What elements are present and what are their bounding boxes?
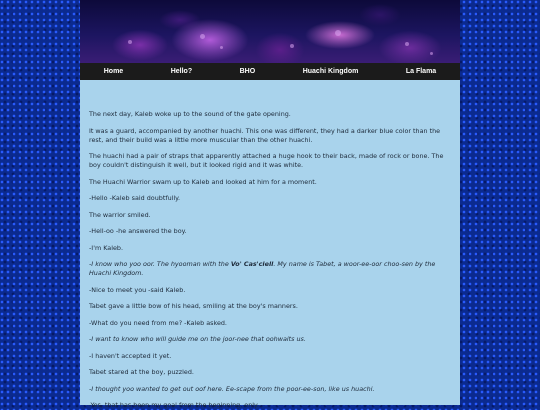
story-paragraph: Tabet gave a little bow of his head, smiling at the boy's manners. xyxy=(89,302,298,310)
nav-bho[interactable]: BHO xyxy=(239,68,256,75)
story-paragraph xyxy=(89,260,451,278)
story-paragraph: -I want to know who will guide me on the joor-nee that oohwaits us. xyxy=(89,335,306,343)
page xyxy=(80,0,460,409)
story-text: . My name is Tabet, a woor-ee-oor choo-sen by the Huachi Kingdom. xyxy=(89,260,436,277)
nav-huachi-kingdom[interactable]: Huachi Kingdom xyxy=(302,68,359,75)
story-paragraph: -I'm Kaleb. xyxy=(89,243,123,252)
story-paragraph: -Nice to meet you -said Kaleb. xyxy=(89,285,186,294)
story-paragraph: The Huachi Warrior swam up to Kaleb and looked at him for a moment. xyxy=(89,177,317,186)
story-paragraph: -Yes, that has been my goal from the beginning, only... xyxy=(89,401,263,409)
nav-home[interactable]: Home xyxy=(103,68,124,75)
story-paragraph: -I thought yoo wanted to get out oof here. Ee-scape from the poor-ee-son, like us huachi. xyxy=(89,384,375,393)
nav-la-flama[interactable]: La Flama xyxy=(405,68,437,75)
story-paragraph: Tabet stared at the boy, puzzled. xyxy=(89,368,194,376)
coral-reef-banner-image xyxy=(80,0,460,63)
story-paragraph: -I haven't accepted it yet. xyxy=(89,351,172,360)
story-paragraph: It was a guard, accompanied by another huachi. This one was different, they had a darker blue color than the rest, and their build was a little more muscular than the other huachi. xyxy=(89,126,441,144)
story-paragraph: -What do you need from me? -Kaleb asked. xyxy=(89,318,227,327)
main-nav xyxy=(80,63,460,80)
nav-hello[interactable]: Hello? xyxy=(170,68,193,75)
story-paragraph: The next day, Kaleb woke up to the sound of the gate opening. xyxy=(89,110,291,118)
story-paragraph: The huachi had a pair of straps that apparently attached a huge hook to their back, made of rock or bone. The boy couldn't distinguish it well, but it looked rigid and it was white. xyxy=(89,152,444,169)
story-content xyxy=(80,80,460,409)
story-paragraph: -Hell-oo -he answered the boy. xyxy=(89,227,187,235)
story-text: -I know who yoo oor. The hyooman with the xyxy=(89,260,231,268)
story-paragraph: -Hello -Kaleb said doubtfully. xyxy=(89,194,181,202)
story-paragraph: The warrior smiled. xyxy=(89,210,151,219)
story-emphasis: Vo' Cas'ciell xyxy=(230,260,274,268)
